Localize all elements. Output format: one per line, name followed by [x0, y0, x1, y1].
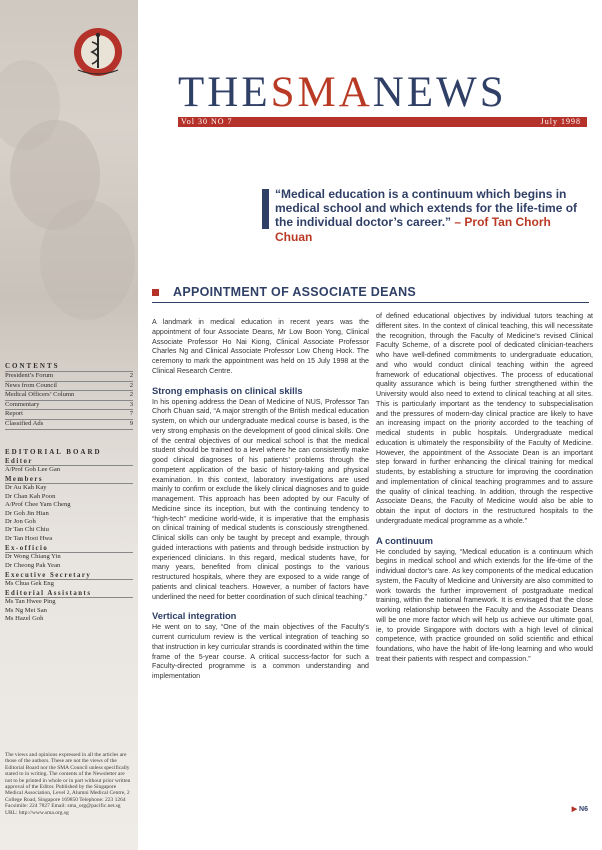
contents-item-label: Report — [5, 410, 23, 418]
contents-heading: CONTENTS — [5, 362, 60, 370]
article-column-left — [152, 318, 369, 682]
subheading: A continuum — [376, 534, 433, 546]
subheading: Strong emphasis on clinical skills — [152, 384, 303, 396]
editor-heading: Editor — [5, 458, 133, 466]
paragraph: A landmark in medical education in recent years was the appointment of four Associate Deans, Mr Low Boon Yong, Clinical Associate Professor Ho Nai Kiong, Clinical Associate Professor Charles Ng and Clinical Associate Professor Low Cheng Hock. The ceremony to mark the appointment was held on 15 July 1998 at the Clinical Research Centre. — [152, 318, 369, 375]
issue-bar — [178, 117, 587, 127]
paragraph: He concluded by saying, “Medical education is a continuum which begins in medical school and which extends for the life-time of the individual doctor’s care. As key components of the medical education system, the Faculty of Medicine and University are also committed to work towards the further improvement of postgraduate medical training, within the national framework. It is envisaged that the close working relationship between the Faculty and the Associate Deans will be one more factor which will help us achieve our ultimate goal, ie, to provide Singapore with doctors with a high level of clinical competence, with practice grounded on solid scientific and ethical foundations, who have the habit of life-long learning and who would treat their patients with respect and compassion.” — [376, 547, 593, 663]
disclaimer-text: The views and opinions expressed in all the articles are those of the authors. These are not the views of the Editorial Board nor the SMA Council unless specifically stated to in writing. The contents of the Newsletter are not to be printed in whole or in part without prior written approval of the Editor. Published by the Singapore Medical Association, Level 2, Alumni Medical Centre, 2 College Road, Singapore 169850 Telephone: 223 1264 Facsimile: 224 7827 Email: sma_org@pacific.net.sg URL: http://www.sma.org.sg — [5, 752, 131, 816]
contents-item-label: Commentary — [5, 400, 40, 408]
person-name: Dr Jon Goh — [5, 518, 36, 526]
person-name: Dr Wong Chiang Yin — [5, 553, 61, 561]
contents-item — [5, 401, 133, 411]
contents-item-label: News from Council — [5, 381, 58, 389]
issue-date: July 1998 — [540, 117, 581, 126]
contents-item-label: Medical Officers’ Column — [5, 391, 75, 399]
contents-box — [5, 362, 133, 430]
quote-marker — [262, 189, 269, 229]
editorial-board — [5, 448, 133, 624]
quote-attribution: – Prof Tan Chorh Chuan — [275, 215, 551, 244]
article-title: APPOINTMENT OF ASSOCIATE DEANS — [173, 285, 417, 299]
person-name: Dr Chan Kah Poon — [5, 492, 56, 500]
contents-item — [5, 382, 133, 392]
person-name: Dr Cheong Pak Yean — [5, 561, 61, 569]
assistants-list — [5, 598, 133, 623]
paragraph: In his opening address the Dean of Medicine of NUS, Professor Tan Chorh Chuan said, “A major strength of the British medical education system, on which our undergraduate medical course is based, is the very strong emphasis on the development of good clinical skills. One of the central objectives of our medical school is that the medical student should be trained to a level where he can consistently make good clinical diagnoses of his patients’ problems through the competent application of the basic of history-taking and physical examination. In this context, laboratory investigations are used mainly to confirm or exclude the likely clinical diagnoses and to guide management. This approach has been adopted by our Faculty of Medicine since its inception, but with the continuing tendency to “high-tech” medicine world-wide, it is imperative that the emphasis on clinical training of medical students is consciously strengthened. Clinical skills can only be taught by precept and example, through guided interactions with patients and through bedside instruction by experienced clinicians. In this regard, medical students have, for many years, benefited from clinical postings to the various restructured hospitals, where they are exposed to a wide range of patients and clinical teachers. However, a number of factors have underlined the need for better coordination of such clinical teaching.” — [152, 397, 369, 601]
members-heading: Members — [5, 476, 133, 484]
article-column-right — [376, 312, 593, 665]
continued-marker: ▶ N6 — [571, 806, 588, 813]
editor-name: A/Prof Goh Lee Gan — [5, 466, 61, 473]
exec-list — [5, 580, 133, 588]
title-rule — [152, 302, 589, 303]
person-name: Dr Au Kah Kay — [5, 484, 47, 492]
contents-item-page: 9 — [129, 419, 133, 427]
exec-heading: Executive Secretary — [5, 572, 133, 580]
contents-item-page: 2 — [129, 391, 133, 399]
exofficio-list — [5, 553, 133, 570]
contents-item — [5, 410, 133, 420]
section-bullet — [152, 289, 159, 296]
contents-item-page: 2 — [129, 372, 133, 379]
person-name: Ms Tan Hwee Ping — [5, 598, 56, 606]
contents-item-page: 3 — [129, 400, 133, 408]
board-heading: EDITORIAL BOARD — [5, 448, 102, 456]
contents-item — [5, 420, 133, 430]
issue-volume: Vol 30 NO 7 — [181, 117, 233, 126]
person-name: Dr Goh Jin Hian — [5, 509, 49, 517]
contents-list — [5, 371, 133, 430]
sma-logo-icon — [58, 22, 138, 80]
contents-item-page: 2 — [129, 381, 133, 389]
contents-item-label: President’s Forum — [5, 372, 54, 379]
paragraph: He went on to say, “One of the main objectives of the Faculty’s current curriculum review is the vertical integration of teaching so that instruction in key curricular strands is coordinated within the time frame of the 5-year course. A critical success-factor for such a Faculty-directed programme is a common understanding and implementation — [152, 623, 369, 680]
pull-quote: “Medical education is a continuum which begins in medical school and which extends for the life-time of the individual doctor’s career.” – Prof Tan Chorh Chuan — [275, 187, 578, 244]
paragraph: of defined educational objectives by individual tutors teaching at different sites. In the context of clinical teaching, this will necessitate the recognition, through the Faculty of Medicine’s revised Clinical Faculty Scheme, of a discrete pool of dedicated clinician-teachers who have well-defined commitments to undergraduate education, and who would conduct clinical teaching within the agreed framework of educational objectives. The process of educational quality assurance which is being further strengthened within the University would also need to extend to clinical teaching at all sites. This is particularly important as the tendency to subspecialisation and the pressures of modern-day clinical practice are likely to have an increasing impact on the priority accorded to the teaching of medical students in public hospitals. Undergraduate medical education is ultimately the responsibility of the Faculty of Medicine. However, the appointment of the Associate Dean is an important step forward in further enhancing the clinical training for medical students, by establishing a structure for improving the coordination and implementation of clinical teaching programmes and to assure the quality of clinical teaching. In addition, through the respective Associate Deans, the Faculty of Medicine would also be able to obtain the input of doctors in the restructured hospitals to the undergraduate medical programme as a whole.” — [376, 312, 593, 525]
contents-item-page: 7 — [129, 410, 133, 418]
contents-item — [5, 391, 133, 401]
person-name: Dr Tan Hooi Hwa — [5, 534, 53, 542]
person-name: Ms Hazel Goh — [5, 615, 44, 623]
arrow-right-icon: ▶ — [571, 806, 578, 813]
person-name: A/Prof Chee Yam Cheng — [5, 501, 71, 509]
contents-item-label: Classified Ads — [5, 419, 44, 427]
person-name: Dr Tan Chi Chiu — [5, 526, 49, 534]
contents-item — [5, 372, 133, 382]
photo-shadow — [40, 200, 135, 320]
subheading: Vertical integration — [152, 610, 237, 622]
masthead-title: THESMANEWS — [178, 69, 507, 116]
members-list — [5, 484, 133, 543]
assistants-heading: Editorial Assistants — [5, 590, 133, 598]
person-name: Ms Chua Gek Eng — [5, 580, 54, 588]
person-name: Ms Ng Mei San — [5, 606, 47, 614]
exofficio-heading: Ex-officio — [5, 545, 133, 553]
